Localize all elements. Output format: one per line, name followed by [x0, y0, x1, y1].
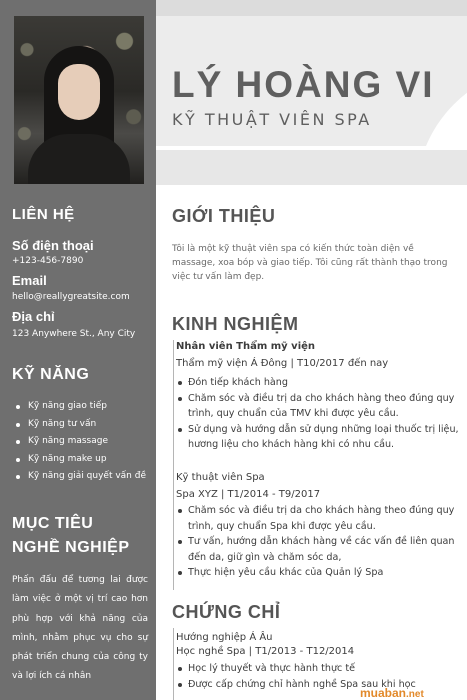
- goal-heading-line2: NGHỀ NGHIỆP: [12, 539, 130, 556]
- intro-heading: GIỚI THIỆU: [172, 206, 276, 226]
- phone-label: Số điện thoại: [12, 238, 94, 253]
- email-value: hello@reallygreatsite.com: [12, 292, 130, 302]
- cert-divider: [173, 628, 174, 700]
- watermark-suffix: .net: [406, 689, 424, 700]
- header-grey-bar: [156, 150, 467, 185]
- goal-heading-line1: MỤC TIÊU: [12, 515, 94, 532]
- experience-divider: [173, 340, 174, 590]
- cert-heading: CHỨNG CHỈ: [172, 602, 281, 622]
- email-label: Email: [12, 273, 47, 288]
- job-title: Kỹ thuật viên Spa: [176, 472, 265, 483]
- cert-title: Hướng nghiệp Á Âu: [176, 632, 273, 643]
- job-title: Nhân viên Thẩm mỹ viện: [176, 341, 316, 352]
- skills-heading: KỸ NĂNG: [12, 366, 90, 383]
- cert-meta: Học nghề Spa | T1/2013 - T12/2014: [176, 646, 355, 657]
- profile-photo: [14, 16, 144, 184]
- experience-heading: KINH NGHIỆM: [172, 314, 299, 334]
- job-meta: Spa XYZ | T1/2014 - T9/2017: [176, 489, 321, 500]
- job-bullet: Đón tiếp khách hàng: [176, 375, 460, 391]
- skills-list: [12, 398, 150, 486]
- job-bullet: Chăm sóc và điều trị da cho khách hàng theo đúng quy trình, quy chuẩn Spa khi được yêu cầu.: [176, 503, 460, 534]
- skill-item: Kỹ năng giải quyết vấn đề: [12, 468, 150, 486]
- job-bullets: [176, 375, 460, 453]
- skill-item: Kỹ năng make up: [12, 451, 150, 469]
- goal-text: Phấn đấu để tương lai được làm việc ở một vị trí cao hơn phù hợp với khả năng của mình, nhằm phục vụ cho sự phát triển chung của công ty và lợi ích cá nhân: [12, 575, 148, 682]
- job-bullet: Thực hiện yêu cầu khác của Quản lý Spa: [176, 565, 460, 581]
- cert-bullet: Học lý thuyết và thực hành thực tế: [176, 661, 460, 677]
- contact-heading: LIÊN HỆ: [12, 206, 75, 223]
- job-bullet: Chăm sóc và điều trị da cho khách hàng theo đúng quy trình, quy chuẩn của TMV khi được yêu cầu.: [176, 391, 460, 422]
- watermark-brand: muaban: [360, 686, 407, 700]
- candidate-name: LÝ HOÀNG VI: [172, 64, 435, 105]
- cert-bullet: Được cấp chứng chỉ hành nghề Spa sau khi học: [176, 677, 460, 693]
- address-label: Địa chỉ: [12, 309, 55, 324]
- job-bullet: Tư vấn, hướng dẫn khách hàng về các vấn đề liên quan đến da, giữ gìn và chăm sóc da,: [176, 534, 460, 565]
- sidebar: [0, 0, 156, 700]
- job-bullet: Sử dụng và hướng dẫn sử dụng những loại thuốc trị liệu, hương liệu cho khách hàng khi có nhu cầu.: [176, 422, 460, 453]
- job-bullets: [176, 503, 460, 581]
- intro-text: Tôi là một kỹ thuật viên spa có kiến thức toàn diện về massage, xoa bóp và giao tiếp. Tôi cũng rất thành thạo trong việc tư vấn làm đẹp.: [172, 244, 448, 282]
- skill-item: Kỹ năng tư vấn: [12, 416, 150, 434]
- watermark-logo: [360, 686, 424, 700]
- job-meta: Thẩm mỹ viện Á Đông | T10/2017 đến nay: [176, 358, 389, 369]
- address-value: 123 Anywhere St., Any City: [12, 329, 136, 339]
- candidate-job-title: KỸ THUẬT VIÊN SPA: [172, 110, 372, 129]
- skill-item: Kỹ năng massage: [12, 433, 150, 451]
- phone-value: +123-456-7890: [12, 256, 84, 266]
- photo-face: [58, 64, 100, 120]
- skill-item: Kỹ năng giao tiếp: [12, 398, 150, 416]
